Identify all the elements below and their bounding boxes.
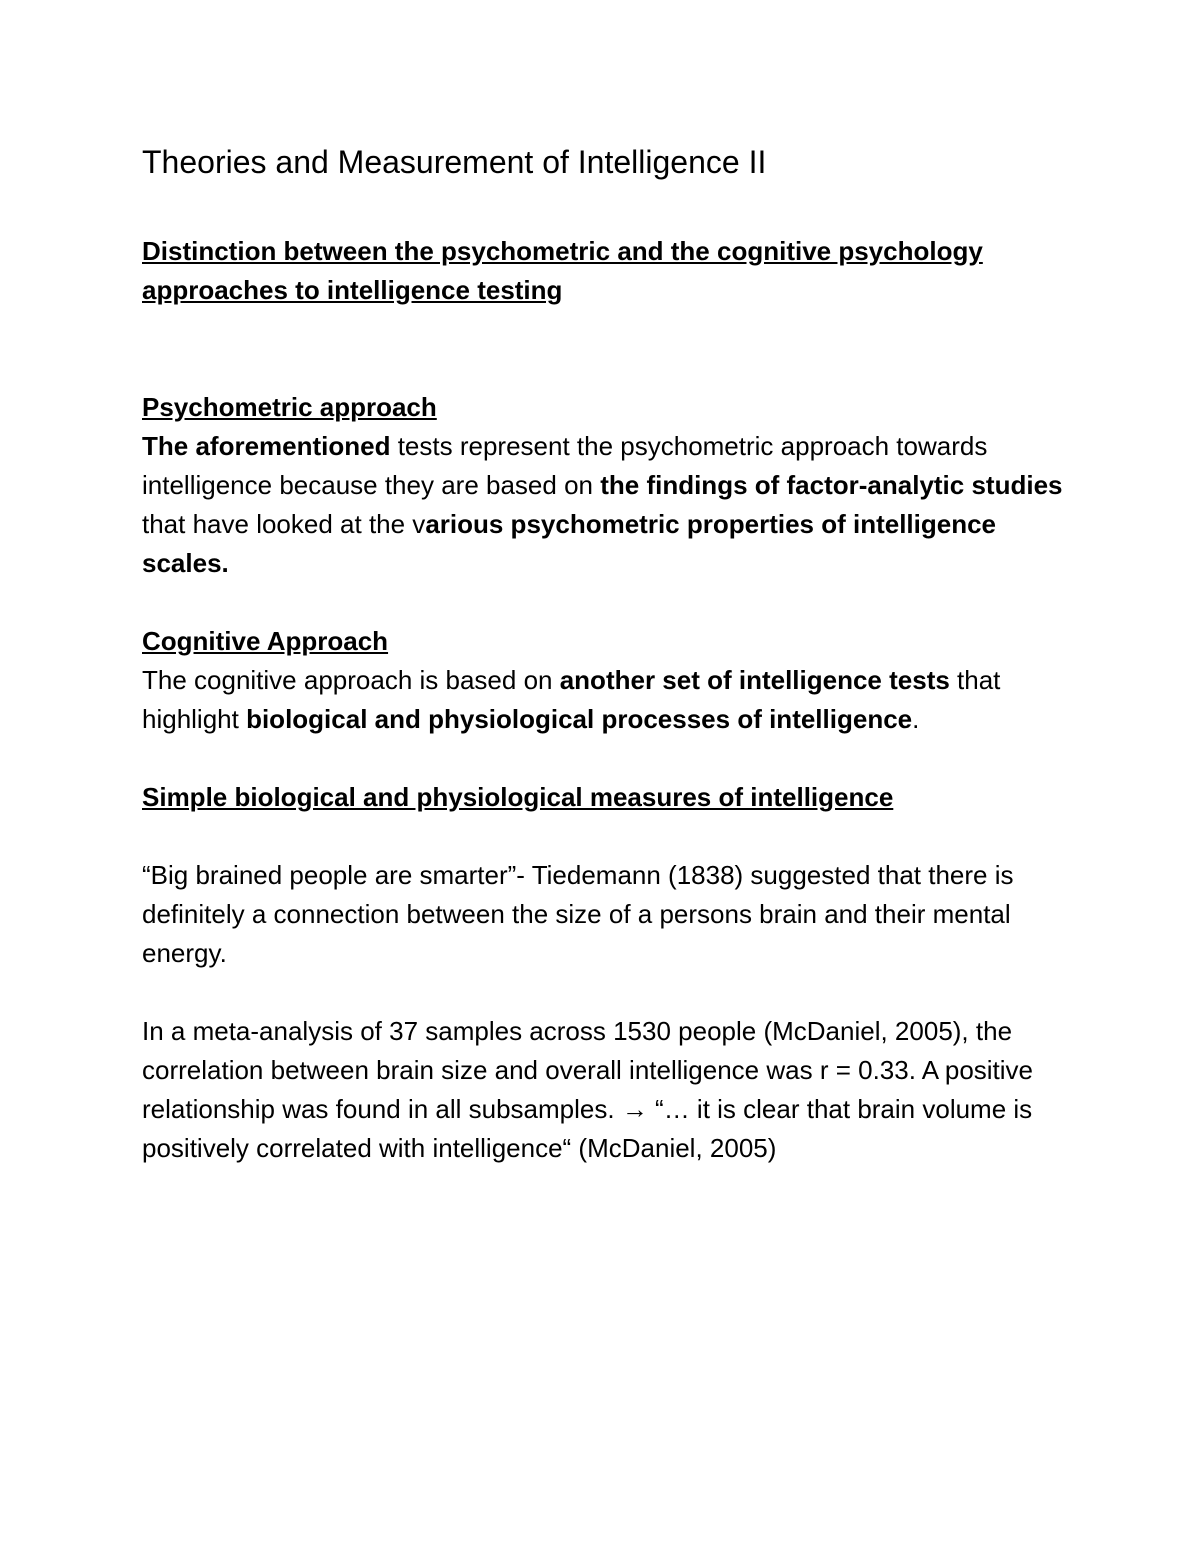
body-text: that have looked at the v [142, 509, 426, 539]
spacer [142, 310, 1072, 388]
cognitive-heading: Cognitive Approach [142, 626, 389, 656]
bold-text: The aforementioned [142, 431, 391, 461]
simple-measures-heading: Simple biological and physiological measures of intelligence [142, 782, 894, 812]
document-title: Theories and Measurement of Intelligence II [142, 144, 767, 180]
bold-text: another set of intelligence tests [559, 665, 950, 695]
psychometric-paragraph [142, 427, 1072, 583]
cognitive-paragraph [142, 661, 1072, 739]
tiedemann-paragraph: “Big brained people are smarter”- Tiedemann (1838) suggested that there is definitely a connection between the size of a persons brain and their mental energy. [142, 860, 1014, 968]
bold-text: biological and physiological processes of intelligence [246, 704, 913, 734]
bold-text: arious psychometric properties of intelligence scales. [142, 509, 997, 578]
distinction-heading: Distinction between the psychometric and the cognitive psychology approaches to intelligence testing [142, 236, 983, 305]
spacer [142, 583, 1072, 622]
body-text: The cognitive approach is based on [142, 665, 560, 695]
body-text: tests represent the psychometric approach towards intelligence because they are based on [142, 431, 988, 500]
spacer [142, 973, 1072, 1012]
body-text: . [912, 704, 920, 734]
spacer [142, 817, 1072, 856]
bold-text: the findings of factor-analytic studies [600, 470, 1063, 500]
body-text: that highlight [142, 665, 1001, 734]
document-page [142, 140, 1072, 1168]
spacer [142, 739, 1072, 778]
mcdaniel-paragraph: In a meta-analysis of 37 samples across 1530 people (McDaniel, 2005), the correlation between brain size and overall intelligence was r = 0.33. A positive relationship was found in all subsamples. → “… it is clear that brain volume is positively correlated with intelligence“ (McDaniel, 2005) [142, 1016, 1034, 1163]
psychometric-heading: Psychometric approach [142, 392, 437, 422]
